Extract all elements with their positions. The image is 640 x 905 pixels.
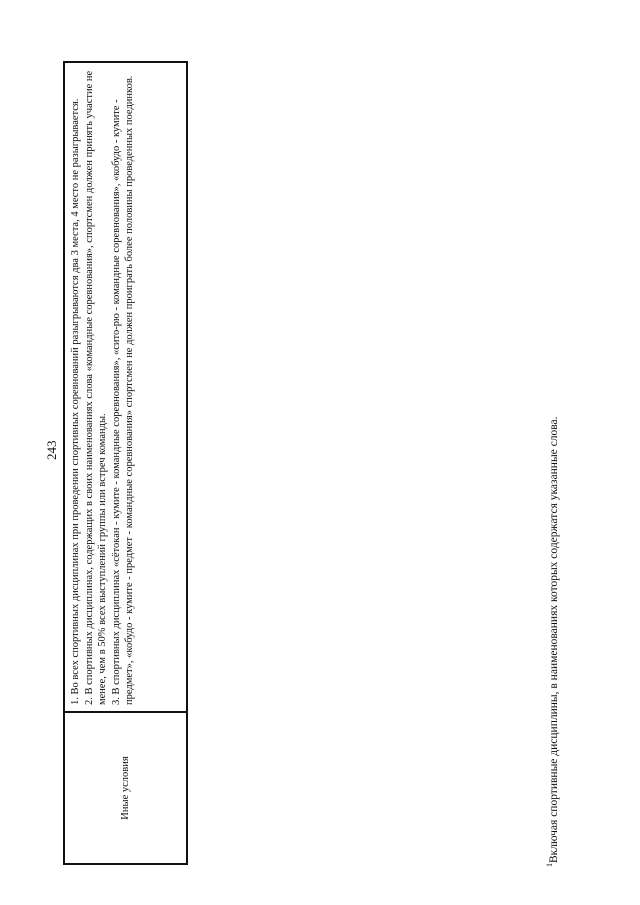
condition-paragraph-3: 3. В спортивных дисциплинах «сётокан - кумите - командные соревнования», «сито-рю - командные соревнования», «кобудо - кумите - предмет», «кобудо - кумите - предмет - командные соревнования» спортсмен не должен проиграть более половины проведенных поединков.: [110, 75, 135, 705]
condition-paragraph-2: 2. В спортивных дисциплинах, содержащих в своих наименованиях слова «командные соревнования», спортсмен должен принять участие не менее, чем в 50% всех выступлений группы или встреч команды.: [83, 70, 108, 705]
conditions-table: [63, 61, 188, 865]
footnote-marker: 1: [545, 863, 554, 867]
condition-paragraph-1: 1. Во всех спортивных дисциплинах при проведении спортивных соревнований разыгрываются два 3 места, 4 место не разыгрывается.: [70, 98, 81, 705]
conditions-text-cell: [65, 63, 186, 711]
footnote: [545, 416, 560, 867]
row-label: Иные условия: [120, 756, 131, 820]
page-number: 243: [44, 440, 59, 460]
row-label-cell: [65, 711, 186, 863]
footnote-text: Включая спортивные дисциплины, в наименованиях которых содержатся указанные слова.: [547, 416, 560, 863]
